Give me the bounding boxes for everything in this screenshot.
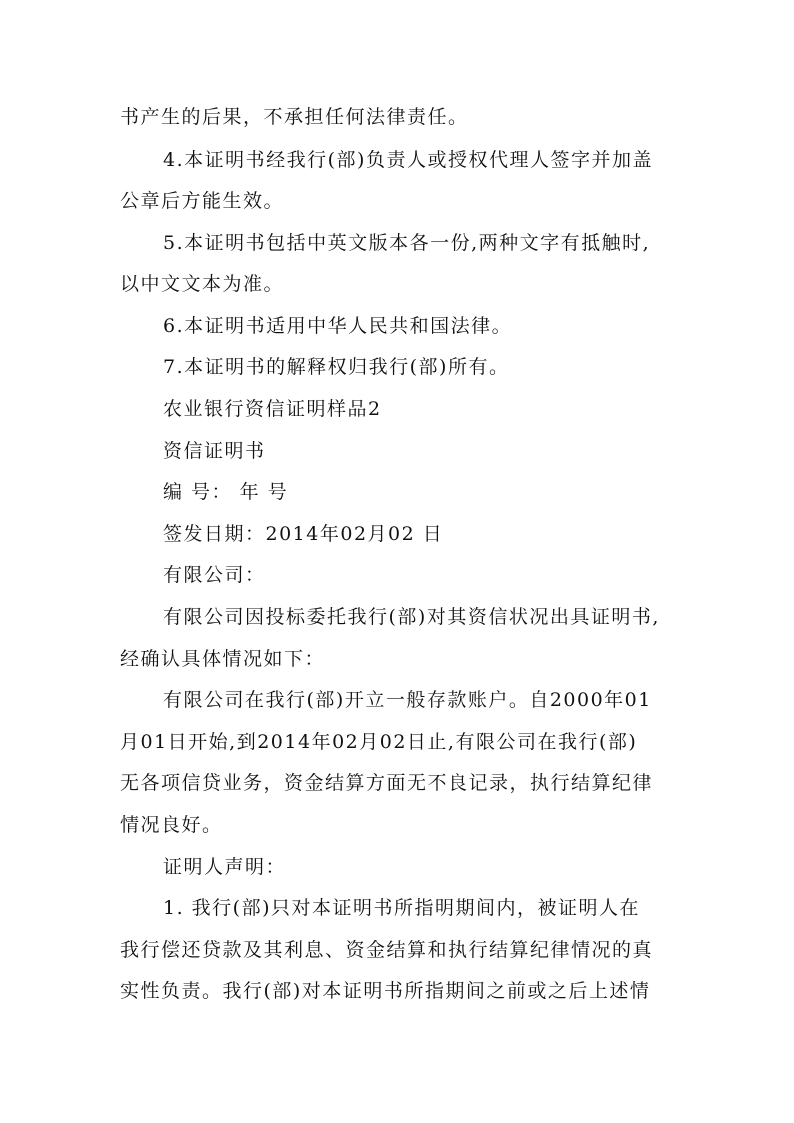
body-paragraph-1-line-1: 有限公司因投标委托我行(部)对其资信状况出具证明书, bbox=[163, 606, 660, 628]
statement-1-line-3: 实性负责。我行(部)对本证明书所指期间之前或之后上述情 bbox=[120, 980, 651, 1002]
statement-1-line-1: 1. 我行(部)只对本证明书所指明期间内，被证明人在 bbox=[163, 897, 640, 919]
clause-4-line-2: 公章后方能生效。 bbox=[120, 190, 285, 212]
body-paragraph-2-line-1: 有限公司在我行(部)开立一般存款账户。自2000年01 bbox=[163, 689, 652, 711]
clause-6: 6.本证明书适用中华人民共和国法律。 bbox=[163, 315, 513, 337]
clause-4-line-1: 4.本证明书经我行(部)负责人或授权代理人签字并加盖 bbox=[163, 149, 653, 171]
body-paragraph-2-line-2: 月01日开始,到2014年02月02日止,有限公司在我行(部) bbox=[120, 731, 638, 753]
certificate-title: 资信证明书 bbox=[163, 440, 266, 462]
clause-7: 7.本证明书的解释权归我行(部)所有。 bbox=[163, 356, 510, 378]
certificate-number: 编 号： 年 号 bbox=[163, 481, 289, 503]
body-paragraph-2-line-4: 情况良好。 bbox=[120, 814, 223, 836]
certifier-statement-heading: 证明人声明： bbox=[163, 856, 287, 878]
issue-date: 签发日期：2014年02月02 日 bbox=[163, 523, 444, 545]
sample-heading: 农业银行资信证明样品2 bbox=[163, 398, 382, 420]
body-paragraph-2-line-3: 无各项信贷业务，资金结算方面无不良记录，执行结算纪律 bbox=[120, 772, 654, 794]
body-paragraph-1-line-2: 经确认具体情况如下： bbox=[120, 648, 326, 670]
clause-5-line-1: 5.本证明书包括中英文版本各一份,两种文字有抵触时, bbox=[163, 232, 651, 254]
recipient-company: 有限公司： bbox=[163, 564, 266, 586]
paragraph-continuation-legal-liability: 书产生的后果，不承担任何法律责任。 bbox=[120, 106, 469, 128]
statement-1-line-2: 我行偿还贷款及其利息、资金结算和执行结算纪律情况的真 bbox=[120, 939, 654, 961]
clause-5-line-2: 以中文文本为准。 bbox=[120, 273, 285, 295]
